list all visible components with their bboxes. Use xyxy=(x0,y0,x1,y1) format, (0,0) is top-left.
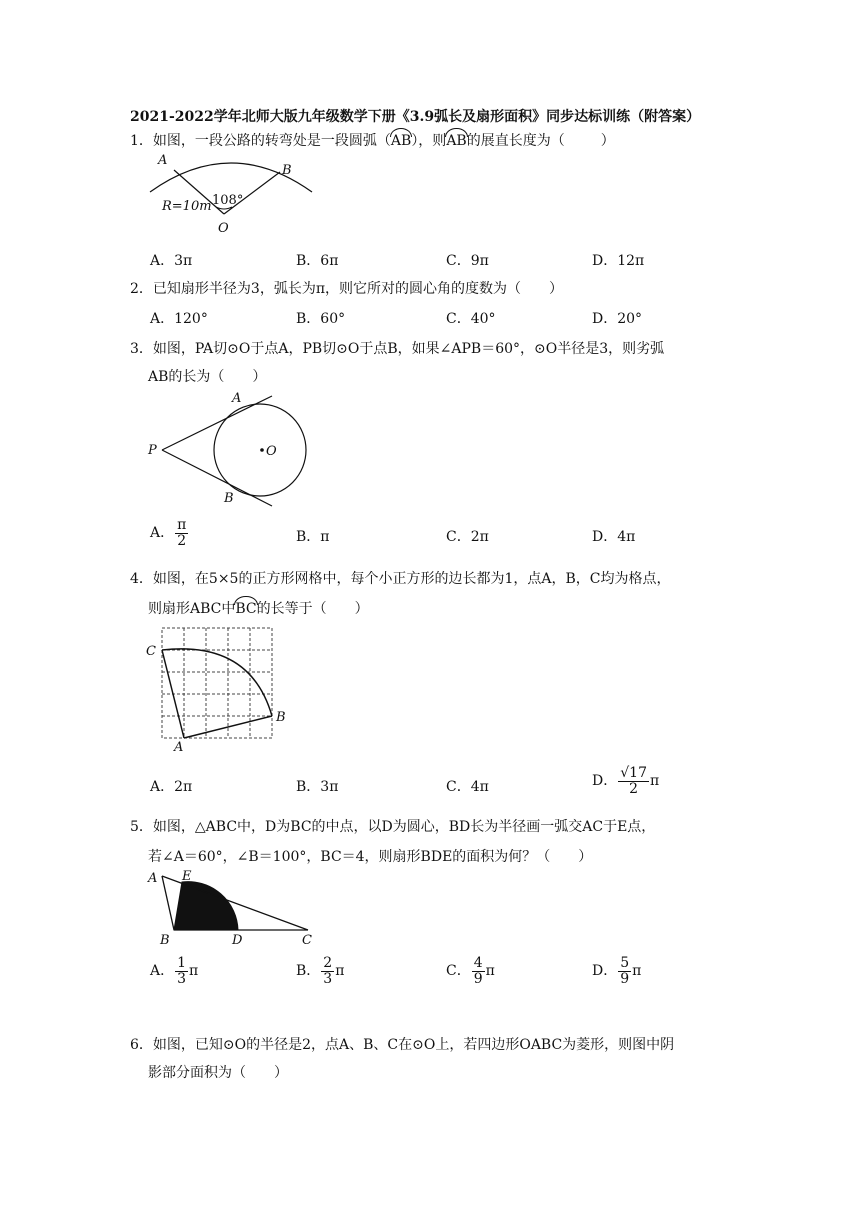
q5-option-a xyxy=(150,956,198,986)
q1-arc-ab-2: AB xyxy=(446,133,467,149)
q5-label-b: B xyxy=(160,933,170,948)
q3-label-p: P xyxy=(148,443,157,458)
q1-label-o: O xyxy=(218,221,229,236)
q2-option-c: C．40° xyxy=(446,311,496,327)
q5-option-a-tail: π xyxy=(189,963,199,980)
q4-option-d-num: √17 xyxy=(620,765,647,781)
q4-option-d-tail: π xyxy=(649,773,660,790)
q3-option-a-den: 2 xyxy=(177,532,187,549)
q3-label-a: A xyxy=(232,391,242,406)
q4-label-b: B xyxy=(276,710,286,725)
q1-text-d: ） xyxy=(600,133,615,149)
q5-option-b-label: B． xyxy=(296,963,321,980)
q5-option-c-label: C． xyxy=(446,963,471,980)
q4-option-d xyxy=(592,766,659,796)
question-1-stem xyxy=(130,130,615,150)
q1-arc-ab: AB xyxy=(390,133,412,149)
q4-label-c: C xyxy=(146,644,156,659)
question-3-stem-line2: AB的长为（ ） xyxy=(148,369,267,385)
q2-option-b: B．60° xyxy=(296,311,346,327)
q5-option-b-tail: π xyxy=(335,963,345,980)
q5-label-d: D xyxy=(232,933,243,948)
q1-text-a: 1．如图，一段公路的转弯处是一段圆弧（ xyxy=(130,133,391,149)
q4-arc-bc: BC xyxy=(235,601,257,617)
q4-option-d-label: D． xyxy=(592,773,618,790)
q5-figure xyxy=(140,866,330,950)
q1-option-a: A．3π xyxy=(150,253,193,269)
q5-option-d-label: D． xyxy=(592,963,618,980)
question-6-stem-line1: 6．如图，已知⊙O的半径是2，点A、B、C在⊙O上，若四边形OABC为菱形，则图中阴 xyxy=(130,1037,675,1053)
q5-option-d-num: 5 xyxy=(620,955,630,971)
q1-label-a: A xyxy=(158,153,168,168)
question-5-stem-line2: 若∠A＝60°，∠B＝100°，BC＝4，则扇形BDE的面积为何？（ ） xyxy=(148,849,593,865)
q2-option-d: D．20° xyxy=(592,311,643,327)
q3-option-d: D．4π xyxy=(592,529,636,545)
q4-option-b: B．3π xyxy=(296,779,339,795)
q3-option-a-label: A． xyxy=(150,525,175,542)
question-4-stem-line2 xyxy=(148,598,369,618)
question-6-stem-line2: 影部分面积为（ ） xyxy=(148,1065,288,1081)
q5-option-a-num: 1 xyxy=(177,955,187,971)
q5-option-a-fraction xyxy=(175,956,188,986)
q4-label-a: A xyxy=(174,740,184,754)
question-3-stem-line1: 3．如图，PA切⊙O于点A，PB切⊙O于点B，如果∠APB＝60°，⊙O半径是3，则劣弧 xyxy=(130,341,665,357)
q4-option-d-den: 2 xyxy=(629,780,639,797)
q5-option-a-label: A． xyxy=(150,963,175,980)
q2-option-a: A．120° xyxy=(150,311,208,327)
q5-option-c-fraction xyxy=(472,956,485,986)
q5-label-a: A xyxy=(148,871,158,886)
q5-option-c xyxy=(446,956,495,986)
q1-text-c: 的展直长度为（ xyxy=(466,133,565,149)
question-2-stem: 2．已知扇形半径为3，弧长为π，则它所对的圆心角的度数为（ ） xyxy=(130,281,564,297)
q5-option-c-num: 4 xyxy=(473,955,483,971)
q3-option-b: B．π xyxy=(296,529,330,545)
q5-option-b-den: 3 xyxy=(323,970,333,987)
q4-option-d-fraction xyxy=(618,766,649,796)
q5-shaded-sector xyxy=(174,882,238,930)
q5-option-b-num: 2 xyxy=(323,955,333,971)
q1-label-b: B xyxy=(282,163,292,178)
question-4-stem-line1: 4．如图，在5×5的正方形网格中，每个小正方形的边长都为1，点A，B，C均为格点， xyxy=(130,571,671,587)
q4-figure xyxy=(140,626,300,754)
q5-option-c-tail: π xyxy=(485,963,495,980)
q5-option-b-fraction xyxy=(321,956,334,986)
q5-option-a-den: 3 xyxy=(177,970,187,987)
q4-text-a: 则扇形ABC中 xyxy=(148,601,236,617)
q3-option-a-num: π xyxy=(177,517,187,533)
q5-option-d-den: 9 xyxy=(620,970,630,987)
q1-option-d: D．12π xyxy=(592,253,645,269)
q1-option-b: B．6π xyxy=(296,253,339,269)
q5-option-c-den: 9 xyxy=(473,970,483,987)
q4-arc xyxy=(162,649,272,716)
question-5-stem-line1: 5．如图，△ABC中，D为BC的中点，以D为圆心，BD长为半径画一弧交AC于E点， xyxy=(130,819,656,835)
page-title: 2021-2022学年北师大版九年级数学下册《3.9弧长及扇形面积》同步达标训练（附答案） xyxy=(130,109,701,125)
q1-label-radius: R=10m xyxy=(162,199,212,214)
q4-grid xyxy=(162,628,272,738)
q1-option-c: C．9π xyxy=(446,253,489,269)
q4-text-b: 的长等于（ ） xyxy=(256,601,369,617)
q5-label-e: E xyxy=(182,869,192,884)
q3-option-a xyxy=(150,518,189,548)
q3-label-o: O xyxy=(266,444,277,459)
q5-option-d-tail: π xyxy=(632,963,642,980)
q5-label-c: C xyxy=(302,933,312,948)
q5-option-d-fraction xyxy=(618,956,631,986)
q4-option-a: A．2π xyxy=(150,779,193,795)
q3-figure xyxy=(140,384,320,514)
q5-option-d xyxy=(592,956,641,986)
q1-figure xyxy=(146,148,316,238)
q3-option-a-fraction xyxy=(175,518,188,548)
q1-label-angle: 108° xyxy=(212,193,244,208)
q3-label-b: B xyxy=(224,491,234,506)
q4-option-c: C．4π xyxy=(446,779,489,795)
q3-option-c: C．2π xyxy=(446,529,489,545)
q1-text-b: ），则 xyxy=(411,133,447,149)
q5-option-b xyxy=(296,956,344,986)
